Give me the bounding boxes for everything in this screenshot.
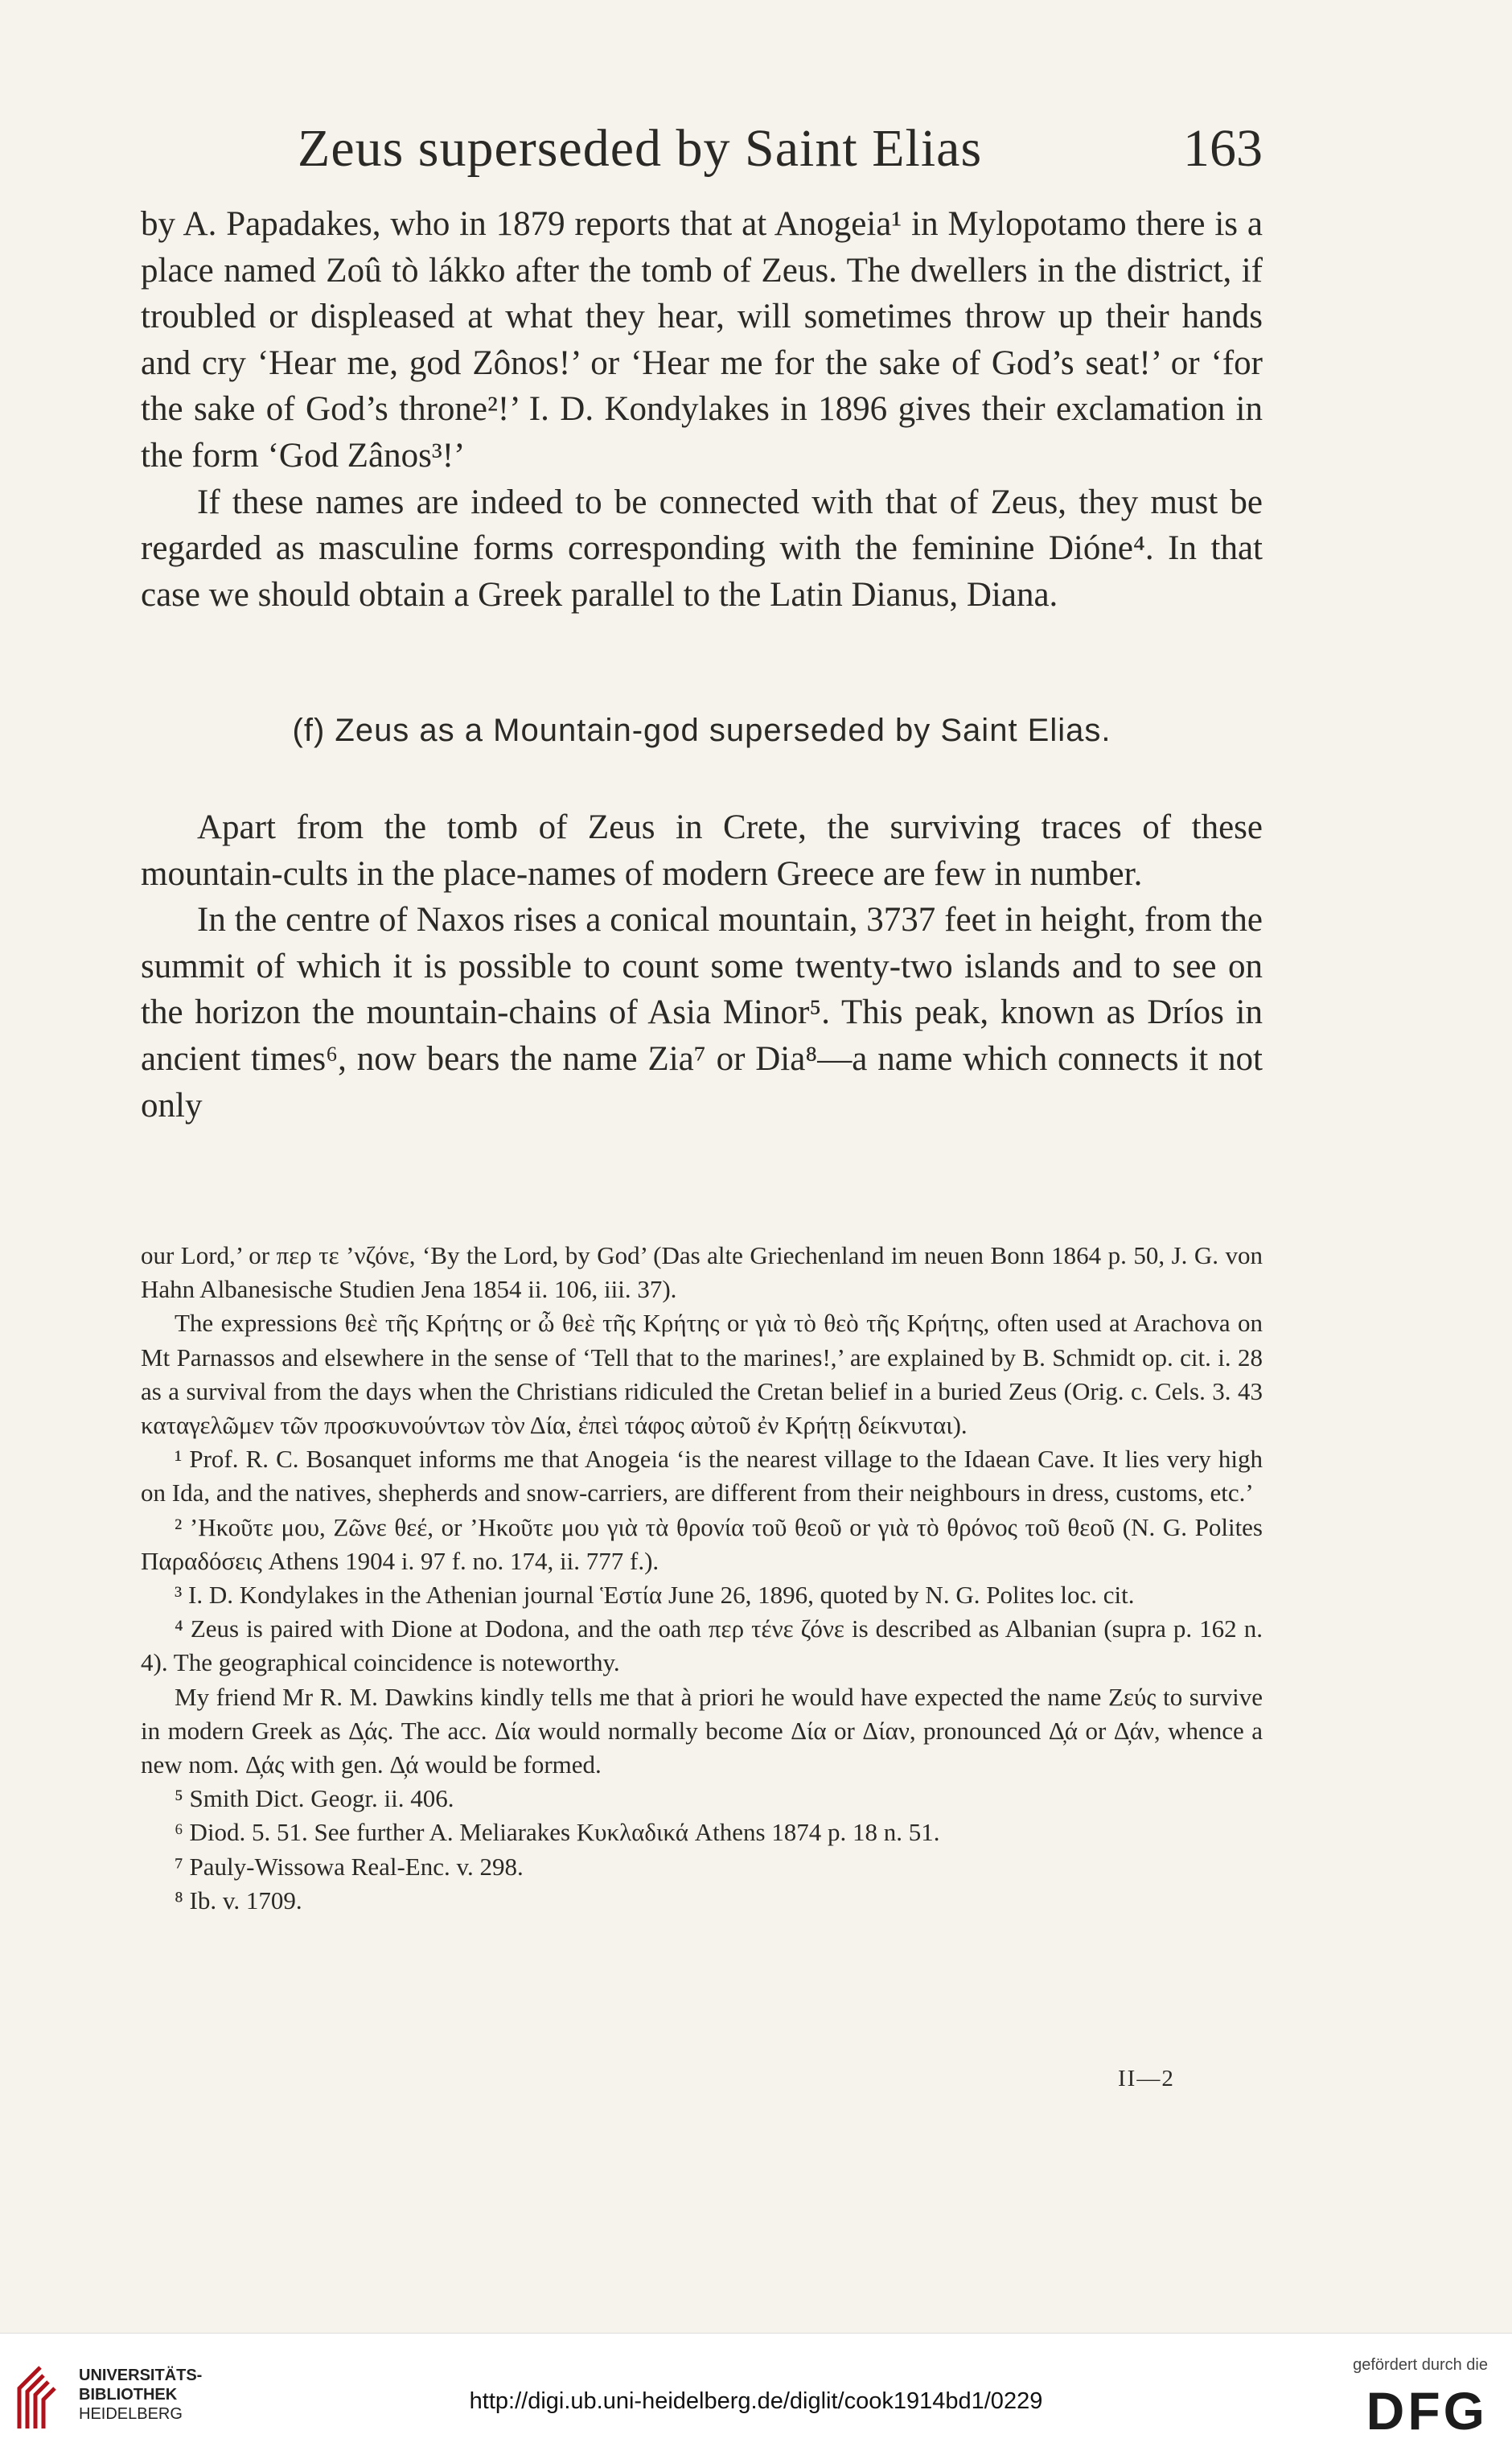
footnotes bbox=[141, 1239, 1263, 1918]
running-header bbox=[298, 121, 1263, 177]
footnote-1: ¹ Prof. R. C. Bosanquet informs me that Anogeia ‘is the nearest village to the Idaean Cave. It lies very high on Ida, and the natives, shepherds and snow-carriers, are different from their neighbours in dress, customs, etc.’ bbox=[141, 1445, 1263, 1507]
library-name: UNIVERSITÄTS- BIBLIOTHEK HEIDELBERG bbox=[79, 2367, 203, 2423]
footnote-7: ⁷ Pauly-Wissowa Real-Enc. v. 298. bbox=[175, 1852, 524, 1881]
footnote-4-addendum: My friend Mr R. M. Dawkins kindly tells me that à priori he would have expected the name Ζεύς to survive in modern Greek as Δ̦άς. The acc. Δία would normally become Δία or Δίαν, pronounced Δ̦ά or Δ̦άν, whence a new nom. Δ̦άς with gen. Δ̦ά would be formed. bbox=[141, 1682, 1263, 1779]
footnote-expressions: The expressions θεὲ τῆς Κρήτης or ὦ θεὲ τῆς Κρήτης or γιὰ τὸ θεὸ τῆς Κρήτης, often used at Arachova on Mt Parnassos and elsewhere in the sense of ‘Tell that to the marines!,’ are explained by B. Schmidt op. cit. i. 28 as a survival from the days when the Christians ridiculed the Cretan belief in a buried Zeus (Orig. c. Cels. 3. 43 καταγελῶμεν τῶν προσκυνούντων τὸν Δία, ἐπεὶ τάφος αὐτοῦ ἐν Κρήτῃ δείκνυται). bbox=[141, 1309, 1263, 1440]
page-number: 163 bbox=[1183, 119, 1263, 178]
paragraph-2: If these names are indeed to be connected with that of Zeus, they must be regarded as masculine forms corresponding with the feminine Dióne⁴. In that case we should obtain a Greek parallel to the Latin Dianus, Diana. bbox=[141, 483, 1263, 614]
permalink-url[interactable]: http://digi.ub.uni-heidelberg.de/diglit/cook1914bd1/0229 bbox=[469, 2388, 1043, 2414]
paragraph-4: In the centre of Naxos rises a conical mountain, 3737 feet in height, from the summit of which it is possible to count some twenty-two islands and to see on the horizon the mountain-chains of Asia Minor⁵. This peak, known as Dríos in ancient times⁶, now bears the name Zia⁷ or Dia⁸—a name which connects it not only bbox=[141, 901, 1263, 1125]
funded-by-label: gefördert durch die bbox=[1353, 2356, 1488, 2374]
main-text bbox=[141, 201, 1263, 1129]
footnote-2: ² ’Ηκοῦτε μου, Ζῶνε θεέ, or ’Ηκοῦτε μου γιὰ τὰ θρονία τοῦ θεοῦ or γιὰ τὸ θρόνος τοῦ θεοῦ (N. G. Polites Παραδόσεις Athens 1904 i. 97 f. no. 174, ii. 777 f.). bbox=[141, 1512, 1263, 1575]
running-title: Zeus superseded by Saint Elias bbox=[298, 119, 983, 178]
section-heading: (f) Zeus as a Mountain-god superseded by Saint Elias. bbox=[292, 713, 1111, 749]
footnote-3: ³ I. D. Kondylakes in the Athenian journal Ἑστία June 26, 1896, quoted by N. G. Polites loc. cit. bbox=[175, 1581, 1135, 1610]
digitization-footer bbox=[0, 2333, 1512, 2447]
footnote-4: ⁴ Zeus is paired with Dione at Dodona, and the oath περ τένε ζόνε is described as Albanian (supra p. 162 n. 4). The geographical coincidence is noteworthy. bbox=[141, 1614, 1263, 1677]
footnote-5: ⁵ Smith Dict. Geogr. ii. 406. bbox=[175, 1784, 454, 1813]
paragraph-3: Apart from the tomb of Zeus in Crete, the surviving traces of these mountain-cults in the place-names of modern Greece are few in number. bbox=[141, 808, 1263, 893]
paragraph-1: by A. Papadakes, who in 1879 reports that at Anogeia¹ in Mylopotamo there is a place named Zoû tò lákko after the tomb of Zeus. The dwellers in the district, if troubled or displeased at what they hear, will sometimes throw up their hands and cry ‘Hear me, god Zônos!’ or ‘Hear me for the sake of God’s seat!’ or ‘for the sake of God’s throne²!’ I. D. Kondylakes in 1896 gives their exclamation in the form ‘God Zânos³!’ bbox=[141, 205, 1263, 475]
footnote-6: ⁶ Diod. 5. 51. See further A. Meliarakes Κυκλαδικά Athens 1874 p. 18 n. 51. bbox=[175, 1818, 940, 1847]
footnote-8: ⁸ Ib. v. 1709. bbox=[175, 1886, 302, 1914]
footnote-continuation: our Lord,’ or περ τε ’νζόνε, ‘By the Lord, by God’ (Das alte Griechenland im neuen Bonn 1864 p. 50, J. G. von Hahn Albanesische Studien Jena 1854 ii. 106, iii. 37). bbox=[141, 1241, 1263, 1304]
signature-mark: II—2 bbox=[1118, 2066, 1175, 2091]
dfg-logo: DFG bbox=[1366, 2381, 1488, 2441]
